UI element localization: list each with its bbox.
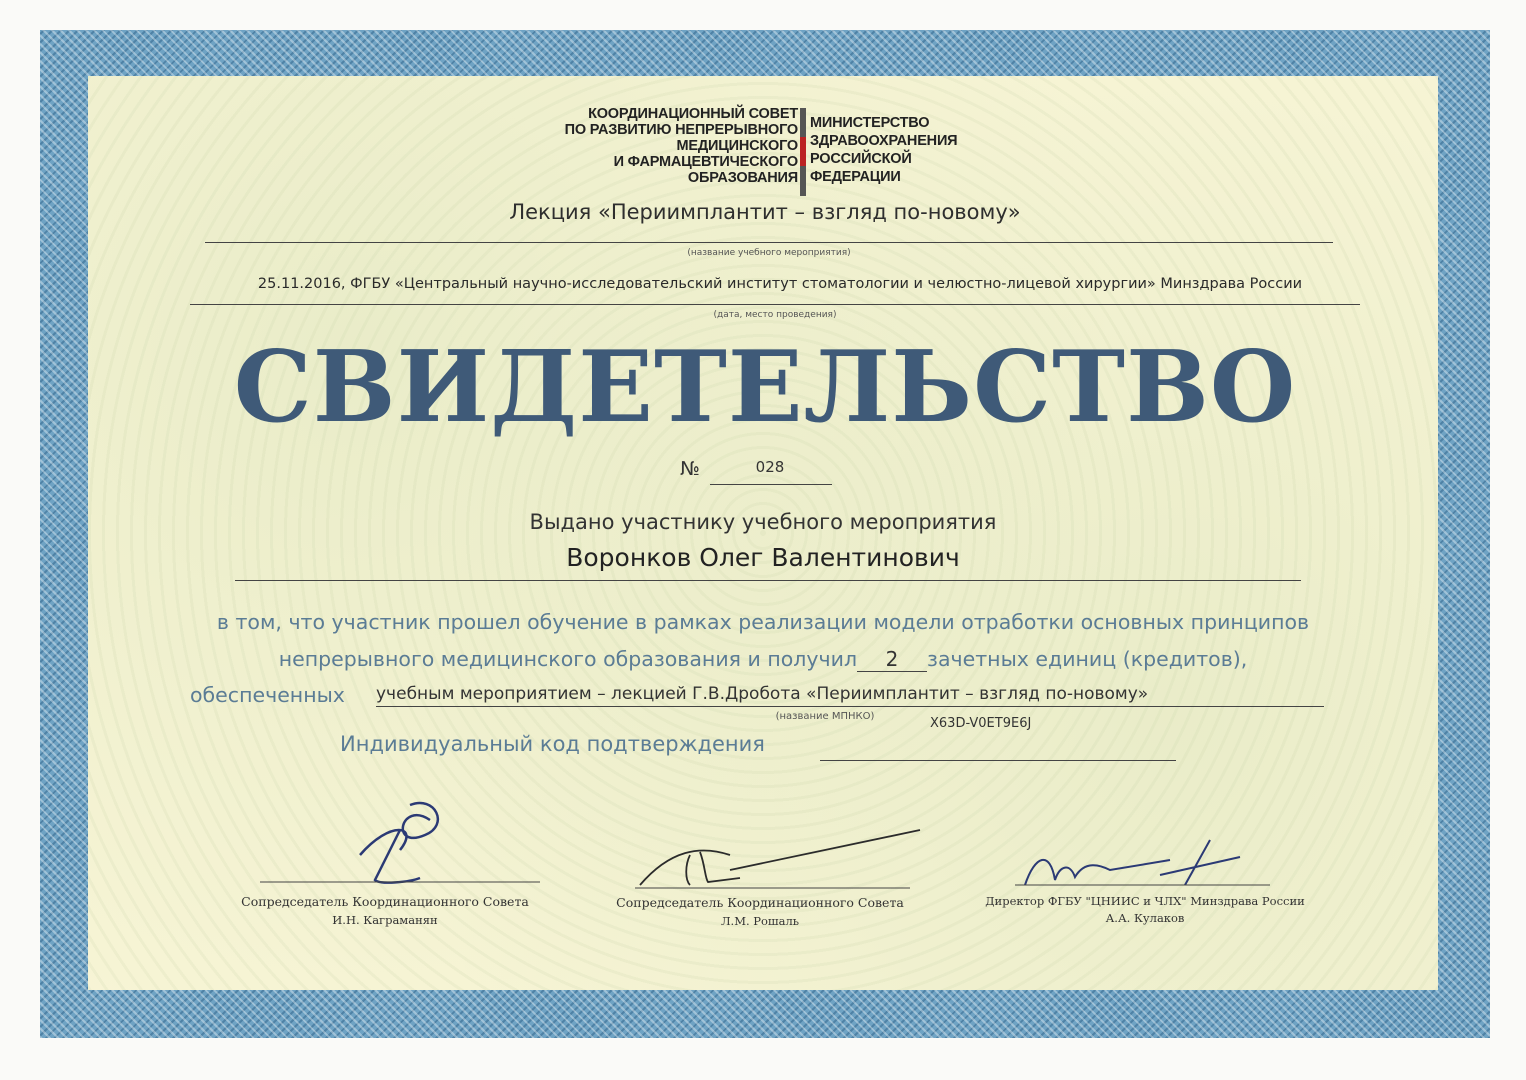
event-venue: 25.11.2016, ФГБУ «Центральный научно-исследовательский институт стоматологии и челюстно-лицевой хирургии» Минздрава России xyxy=(257,276,1303,292)
ministry-line: РОССИЙСКОЙ xyxy=(810,151,912,167)
credits-value: 2 xyxy=(857,647,927,672)
logo-divider xyxy=(800,108,806,196)
paragraph-line-2a: непрерывного медицинского образования и получил xyxy=(278,647,858,671)
event-title: Лекция «Периимплантит – взгляд по-новому» xyxy=(509,200,1021,224)
certificate-title: СВИДЕТЕЛЬСТВО xyxy=(233,330,1297,445)
council-line: И ФАРМАЦЕВТИЧЕСКОГО xyxy=(613,154,798,170)
venue-rule xyxy=(190,304,1360,305)
signature-2-name: Л.М. Рошаль xyxy=(720,914,800,928)
ministry-logo-text xyxy=(810,114,1010,186)
paragraph-line-2 xyxy=(100,647,1426,672)
paragraph-line-1: в том, что участник прошел обучение в рамках реализации модели отработки основных принципов xyxy=(216,610,1310,634)
council-line: КООРДИНАЦИОННЫЙ СОВЕТ xyxy=(588,106,798,122)
signature-3-name: А.А. Кулаков xyxy=(1105,911,1185,925)
participant-name: Воронков Олег Валентинович xyxy=(566,543,960,572)
issued-to-label: Выдано участнику учебного мероприятия xyxy=(529,510,997,534)
code-rule xyxy=(820,760,1176,761)
ministry-line: ФЕДЕРАЦИИ xyxy=(810,169,901,185)
ministry-line: МИНИСТЕРСТВО xyxy=(810,115,930,131)
participant-rule xyxy=(235,580,1301,581)
council-line: ПО РАЗВИТИЮ НЕПРЕРЫВНОГО xyxy=(564,122,798,138)
signature-3-icon xyxy=(1010,835,1280,895)
paragraph-line-3a: обеспеченных xyxy=(190,683,345,707)
signature-1-role: Сопредседатель Координационного Совета xyxy=(241,894,529,909)
signature-2-icon xyxy=(630,820,930,895)
number-rule xyxy=(710,484,832,485)
event-title-caption: (название учебного мероприятия) xyxy=(687,248,851,258)
confirmation-code: X63D-V0ET9E6J xyxy=(930,716,1032,731)
certificate-number: 028 xyxy=(755,458,785,476)
ministry-line: ЗДРАВООХРАНЕНИЯ xyxy=(810,133,958,149)
signature-2-role: Сопредседатель Координационного Совета xyxy=(616,895,904,910)
mpnko-caption: (название МПНКО) xyxy=(775,711,875,722)
venue-caption: (дата, место проведения) xyxy=(713,310,837,320)
council-line: МЕДИЦИНСКОГО xyxy=(676,138,798,154)
council-line: ОБРАЗОВАНИЯ xyxy=(687,170,798,186)
confirmation-code-label: Индивидуальный код подтверждения xyxy=(340,732,765,756)
signature-1-icon xyxy=(250,790,550,890)
council-logo-text xyxy=(520,106,798,186)
mpnko-name: учебным мероприятием – лекцией Г.В.Дробота «Периимплантит – взгляд по-новому» xyxy=(376,684,1149,704)
mpnko-rule xyxy=(376,706,1324,707)
number-label: № xyxy=(680,458,700,480)
paragraph-line-2b: зачетных единиц (кредитов), xyxy=(927,647,1248,671)
signature-1-name: И.Н. Каграманян xyxy=(332,913,438,927)
signature-3-role: Директор ФГБУ "ЦНИИС и ЧЛХ" Минздрава России xyxy=(985,894,1305,908)
event-title-rule xyxy=(205,242,1333,243)
